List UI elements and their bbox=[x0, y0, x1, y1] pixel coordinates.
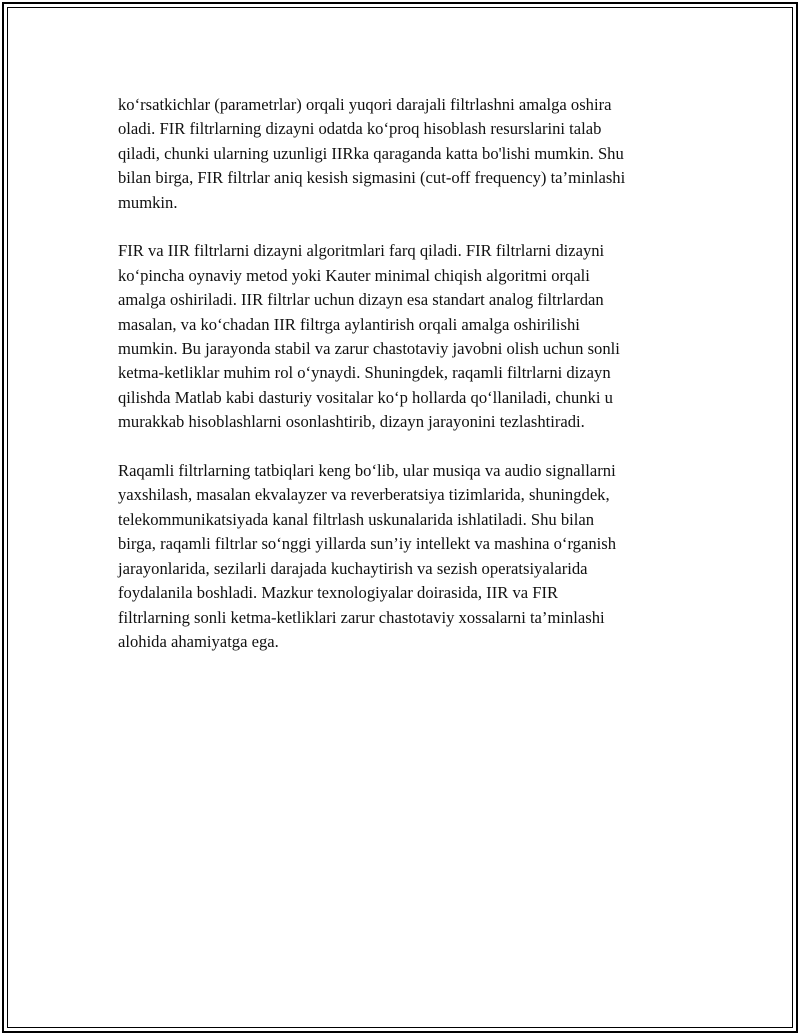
paragraph-line: ko‘rsatkichlar (parametrlar) orqali yuqori darajali filtrlashni amalga oshira bbox=[118, 95, 612, 114]
paragraph-line: foydalanila boshladi. Mazkur texnologiyalar doirasida, IIR va FIR bbox=[118, 583, 559, 603]
paragraph-line: qiladi, chunki ularning uzunligi IIRka qaraganda katta bo'lishi mumkin. Shu bbox=[118, 143, 624, 163]
paragraph-line: birga, raqamli filtrlar so‘nggi yillarda sun’iy intellekt va mashina o‘rganish bbox=[118, 534, 616, 554]
paragraph-line: telekommunikatsiyada kanal filtrlash uskunalarida ishlatiladi. Shu bilan bbox=[118, 509, 595, 529]
paragraph-line: yaxshilash, masalan ekvalayzer va reverberatsiya tizimlarida, shuningdek, bbox=[118, 485, 610, 505]
paragraph-line: mumkin. Bu jarayonda stabil va zarur chastotaviy javobni olish uchun sonli bbox=[118, 339, 620, 359]
paragraph-line: Raqamli filtrlarning tatbiqlari keng bo‘lib, ular musiqa va audio signallarni bbox=[118, 461, 616, 481]
paragraph-line: oladi. FIR filtrlarning dizayni odatda ko‘proq hisoblash resurslarini talab bbox=[118, 119, 602, 139]
paragraph-line: qilishda Matlab kabi dasturiy vositalar ko‘p hollarda qo‘llaniladi, chunki u bbox=[118, 387, 613, 407]
paragraph-line: ko‘pincha oynaviy metod yoki Kauter minimal chiqish algoritmi orqali bbox=[118, 265, 590, 285]
document-body bbox=[118, 93, 678, 679]
paragraph-line: alohida ahamiyatga ega. bbox=[118, 631, 279, 651]
paragraph-1 bbox=[118, 93, 678, 215]
paragraph-line: amalga oshiriladi. IIR filtrlar uchun dizayn esa standart analog filtrlardan bbox=[118, 290, 604, 310]
paragraph-line: mumkin. bbox=[118, 192, 178, 212]
paragraph-line: murakkab hisoblashlarni osonlashtirib, dizayn jarayonini tezlashtiradi. bbox=[118, 412, 585, 432]
paragraph-line: filtrlarning sonli ketma-ketliklari zarur chastotaviy xossalarni ta’minlashi bbox=[118, 607, 605, 627]
paragraph-line: ketma-ketliklar muhim rol o‘ynaydi. Shuningdek, raqamli filtrlarni dizayn bbox=[118, 363, 611, 383]
paragraph-line: jarayonlarida, sezilarli darajada kuchaytirish va sezish operatsiyalarida bbox=[118, 558, 588, 578]
paragraph-line: masalan, va ko‘chadan IIR filtrga aylantirish orqali amalga oshirilishi bbox=[118, 314, 580, 334]
paragraph-line: bilan birga, FIR filtrlar aniq kesish sigmasini (cut-off frequency) ta’minlashi bbox=[118, 168, 626, 188]
paragraph-line: FIR va IIR filtrlarni dizayni algoritmlari farq qiladi. FIR filtrlarni dizayni bbox=[118, 241, 605, 261]
paragraph-2 bbox=[118, 239, 678, 434]
paragraph-3 bbox=[118, 459, 678, 654]
